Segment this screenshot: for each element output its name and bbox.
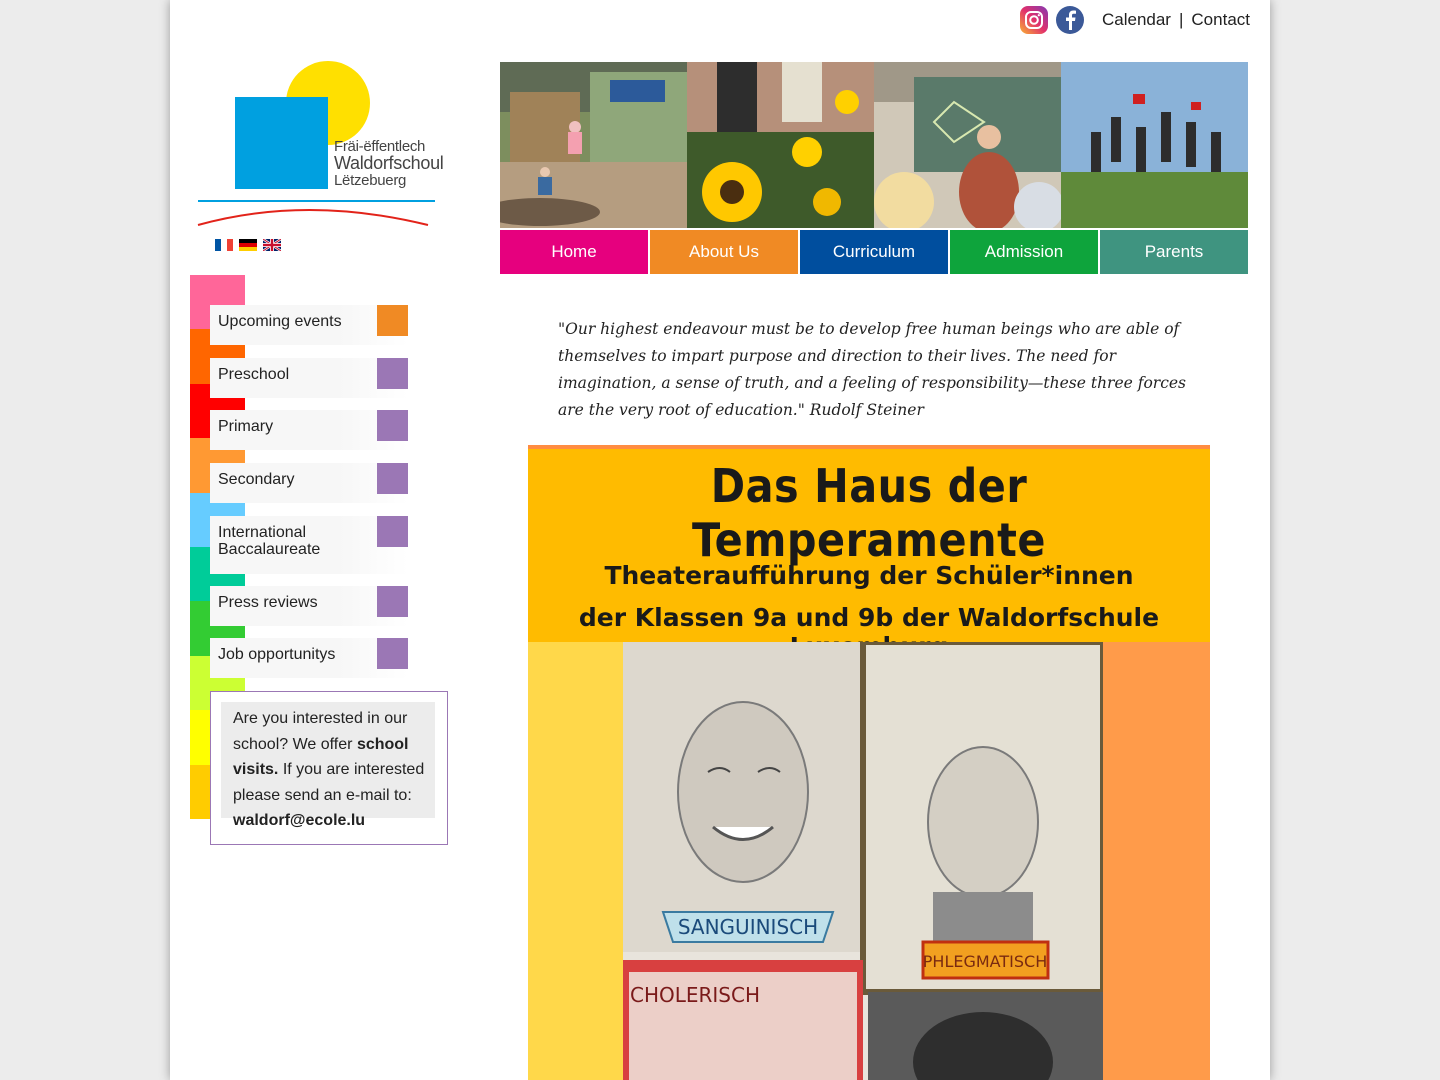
school-visits-box	[210, 691, 448, 845]
top-links	[1020, 6, 1250, 34]
logo-line2: Waldorfschoul	[334, 153, 444, 173]
nav-home[interactable]: Home	[500, 230, 648, 274]
side-item-secondary[interactable]	[210, 463, 408, 503]
logo-line3: Lëtzebuerg	[334, 172, 407, 189]
poster-title: Das Haus der Temperamente	[692, 459, 1046, 567]
instagram-icon[interactable]	[1020, 6, 1048, 34]
side-item-square	[377, 516, 408, 547]
label-cholerisch: CHOLERISCH	[629, 983, 761, 1007]
main-nav	[500, 230, 1248, 274]
poster-subtitle1: Theateraufführung der Schüler*innen	[604, 561, 1134, 590]
flag-fr-icon[interactable]	[215, 239, 233, 251]
nav-curriculum[interactable]: Curriculum	[800, 230, 948, 274]
side-item-label: Secondary	[218, 471, 295, 488]
page	[170, 0, 1270, 1080]
poster-artwork	[528, 642, 1210, 1080]
label-phlegmatisch: PHLEGMATISCH	[922, 952, 1048, 971]
side-item-upcoming-events[interactable]	[210, 305, 408, 345]
logo-text	[334, 138, 443, 189]
photo-sunflowers	[687, 62, 874, 228]
photo-classroom	[874, 62, 1061, 228]
side-item-square	[377, 305, 408, 336]
side-item-square	[377, 463, 408, 494]
poster-subtitle2: der Klassen 9a und 9b der Waldorfschule	[578, 603, 1160, 632]
visits-text1: Are you interested in our school? We offer	[233, 710, 408, 753]
facebook-icon[interactable]	[1056, 6, 1084, 34]
link-separator: |	[1178, 10, 1184, 29]
email-link[interactable]: waldorf@ecole.lu	[233, 812, 366, 829]
side-item-square	[377, 638, 408, 669]
side-item-square	[377, 410, 408, 441]
visits-text2: If you are interested please send an e-mail to:	[233, 761, 425, 804]
photo-jumping-students	[1061, 62, 1248, 228]
visits-bold: school visits.	[233, 735, 409, 778]
contact-link[interactable]: Contact	[1191, 10, 1250, 29]
side-item-label: Primary	[218, 418, 274, 435]
side-item-square	[377, 586, 408, 617]
side-item-square	[377, 358, 408, 389]
header-photos	[500, 62, 1248, 228]
side-item-label: Preschool	[218, 366, 290, 383]
side-item-international-baccalaureate[interactable]	[210, 516, 408, 574]
temperament-sketches	[623, 642, 1103, 1080]
nav-parents[interactable]: Parents	[1100, 230, 1248, 274]
side-item-label: International Baccalaureate	[218, 524, 321, 558]
side-item-primary[interactable]	[210, 410, 408, 450]
nav-about-us[interactable]: About Us	[650, 230, 798, 274]
side-item-label: Press reviews	[218, 594, 318, 611]
side-item-label: Job opportunitys	[218, 646, 336, 663]
side-item-job-opportunitys[interactable]	[210, 638, 408, 678]
steiner-quote: "Our highest endeavour must be to develop free human beings who are able of themselves to impart purpose and direction to their lives. The need for imagination, a sense of truth, and a feeling of responsibility—these three forces are the very root of education." Rudolf Steiner	[558, 320, 1187, 419]
school-logo[interactable]	[196, 60, 444, 230]
photo-preschool-yard	[500, 62, 687, 228]
side-item-preschool[interactable]	[210, 358, 408, 398]
nav-admission[interactable]: Admission	[950, 230, 1098, 274]
label-sanguinisch: SANGUINISCH	[677, 915, 819, 939]
language-flags	[215, 239, 281, 251]
side-item-label: Upcoming events	[218, 313, 342, 330]
logo-line1: Fräi-ëffentlech	[334, 138, 426, 155]
flag-en-icon[interactable]	[263, 239, 281, 251]
calendar-link[interactable]: Calendar	[1101, 10, 1171, 29]
flag-de-icon[interactable]	[239, 239, 257, 251]
school-visits-text	[221, 702, 435, 829]
event-poster[interactable]	[528, 445, 1210, 1080]
side-item-press-reviews[interactable]	[210, 586, 408, 626]
